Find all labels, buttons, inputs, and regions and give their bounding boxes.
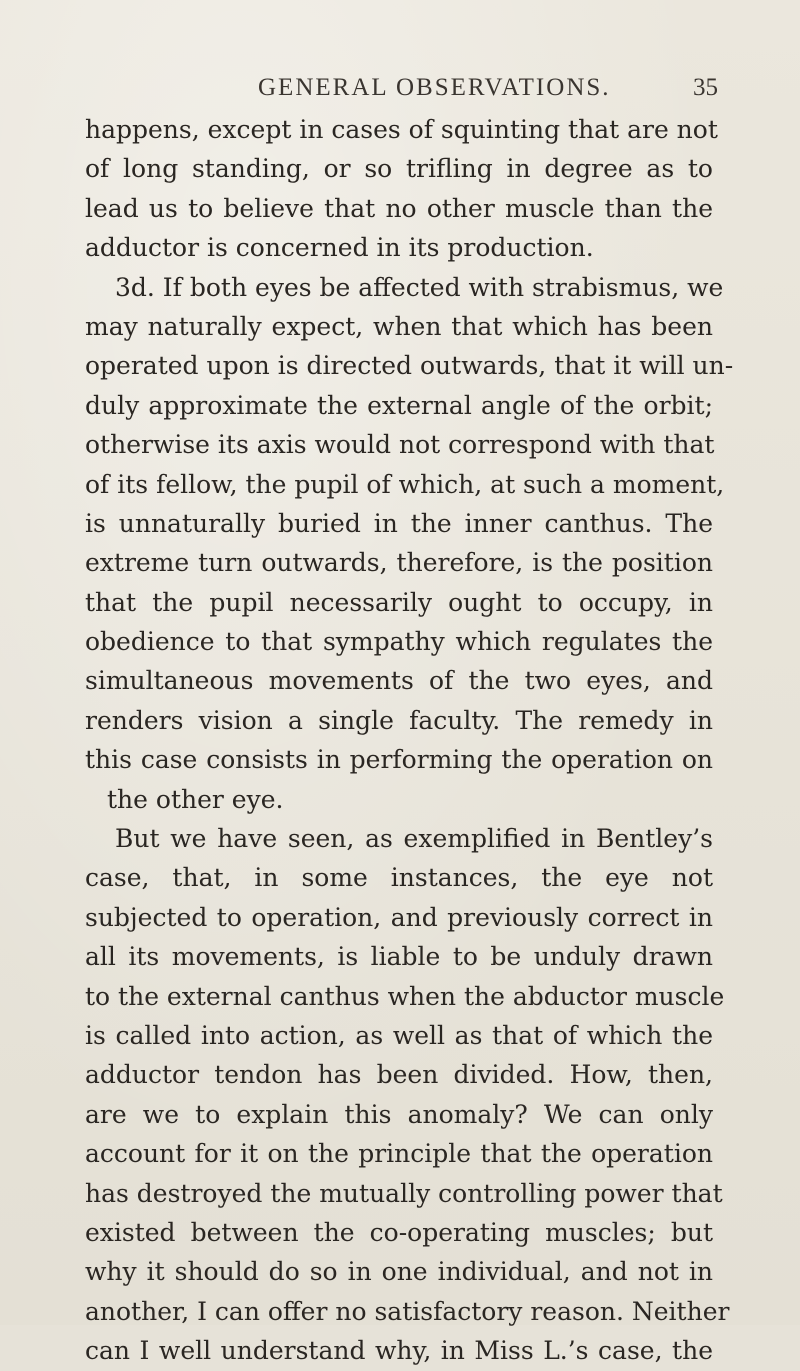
text-line: simultaneous movements of the two eyes, and [85,666,713,696]
text-line: another, I can offer no satisfactory reason. Neither [85,1296,730,1326]
running-head-title: GENERAL OBSERVATIONS. [258,74,611,101]
text-line: account for it on the principle that the operation [85,1139,713,1169]
body-text [85,110,734,1371]
text-line: of its fellow, the pupil of which, at such a moment, [85,469,725,499]
text-line: obedience to that sympathy which regulates the [85,627,713,657]
text-line: extreme turn outwards, therefore, is the position [85,548,713,578]
text-line: duly approximate the external angle of the orbit; [85,390,713,420]
text-line: adductor is concerned in its production. [85,233,594,263]
text-line: why it should do so in one individual, and not in [85,1257,713,1287]
text-line: existed between the co-operating muscles; but [85,1217,713,1247]
text-line: may naturally expect, when that which has been [85,311,713,341]
text-line: of long standing, or so trifling in degree as to [85,154,713,184]
running-head [258,74,718,108]
text-line: are we to explain this anomaly? We can only [85,1099,713,1129]
page-number: 35 [693,74,718,101]
text-line: can I well understand why, in Miss L.’s case, the [85,1336,713,1366]
text-line: all its movements, is liable to be unduly drawn [85,942,713,972]
text-line: is unnaturally buried in the inner canthus. The [85,508,713,538]
text-line: 3d. If both eyes be affected with strabismus, we [115,272,724,302]
text-line: operated upon is directed outwards, that it will un- [85,351,734,381]
text-line: case, that, in some instances, the eye not [85,863,713,893]
text-line: this case consists in performing the operation on [85,745,713,775]
text-line: adductor tendon has been divided. How, then, [85,1060,713,1090]
text-line: renders vision a single faculty. The remedy in [85,705,713,735]
text-line: subjected to operation, and previously correct in [85,902,713,932]
text-line: happens, except in cases of squinting that are not [85,115,718,144]
text-line: the other eye. [107,784,284,814]
text-line: lead us to believe that no other muscle than the [85,193,713,223]
text-line: has destroyed the mutually controlling power that [85,1178,723,1208]
text-line: otherwise its axis would not correspond with that [85,430,715,460]
text-line: to the external canthus when the abductor muscle [85,981,725,1011]
text-line: But we have seen, as exemplified in Bentley’s [115,824,713,854]
text-line: is called into action, as well as that of which the [85,1020,713,1050]
text-line: that the pupil necessarily ought to occupy, in [85,587,713,617]
